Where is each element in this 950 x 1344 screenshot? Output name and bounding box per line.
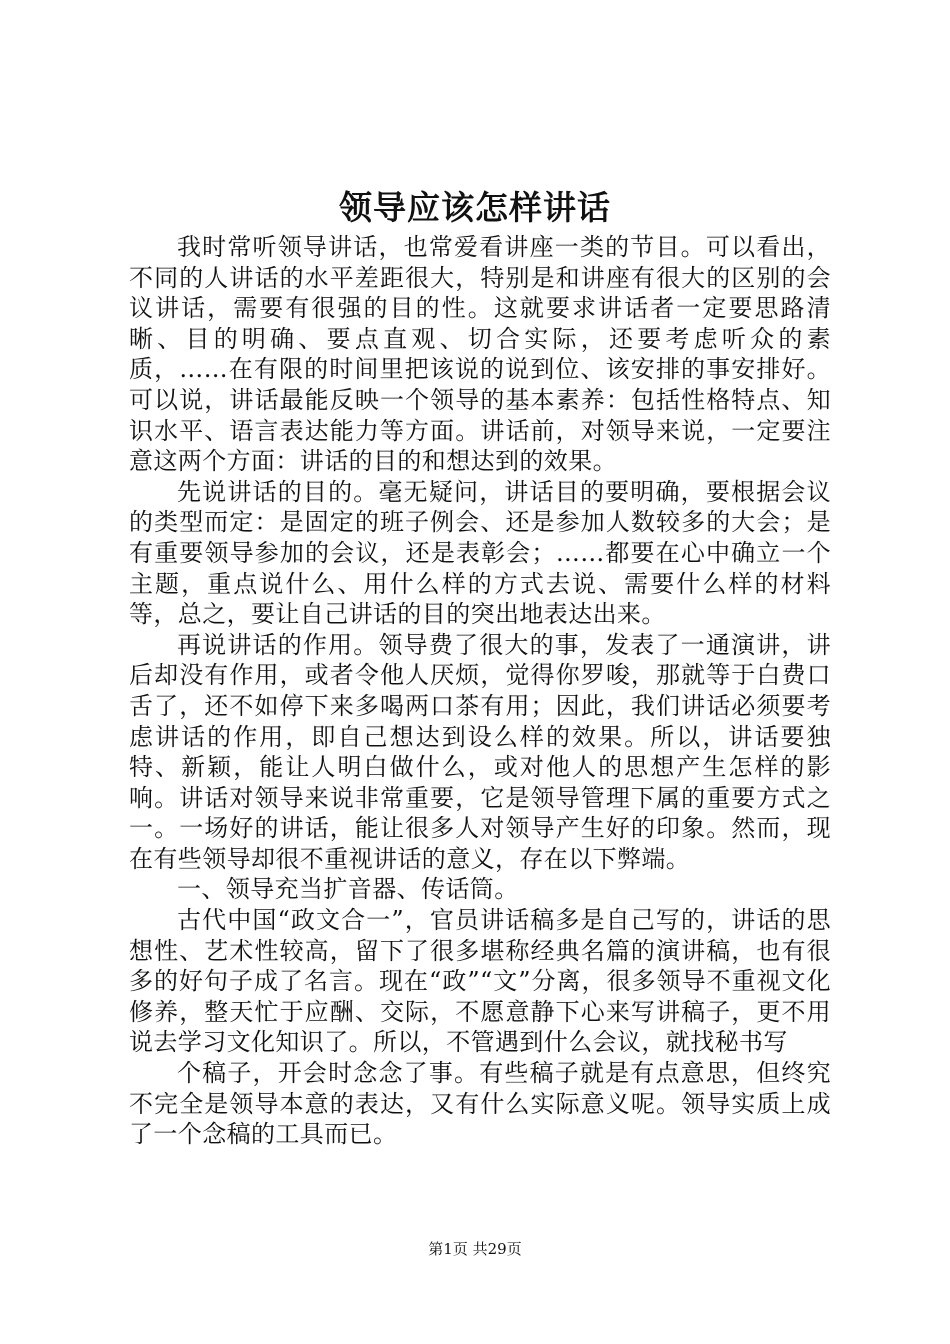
paragraph: 个稿子，开会时念念了事。有些稿子就是有点意思，但终究不完全是领导本意的表达，又有什么实际意义呢。领导实质上成了一个念稿的工具而已。 [129,1059,831,1149]
paragraph: 古代中国“政文合一”，官员讲话稿多是自己写的，讲话的思想性、艺术性较高，留下了很多堪称经典名篇的演讲稿，也有很多的好句子成了名言。现在“政”“文”分离，很多领导不重视文化修养，整天忙于应酬、交际，不愿意静下心来写讲稿子，更不用说去学习文化知识了。所以，不管遇到什么会议，就找秘书写 [129,906,831,1057]
paragraph: 我时常听领导讲话，也常爱看讲座一类的节目。可以看出，不同的人讲话的水平差距很大，特别是和讲座有很大的区别的会议讲话，需要有很强的目的性。这就要求讲话者一定要思路清晰、目的明确、要点直观、切合实际，还要考虑听众的素质，……在有限的时间里把该说的说到位、该安排的事安排好。可以说，讲话最能反映一个领导的基本素养：包括性格特点、知识水平、语言表达能力等方面。讲话前，对领导来说，一定要注意这两个方面：讲话的目的和想达到的效果。 [129,233,831,476]
paragraph: 先说讲话的目的。毫无疑问，讲话目的要明确，要根据会议的类型而定：是固定的班子例会、还是参加人数较多的大会；是有重要领导参加的会议，还是表彰会；……都要在心中确立一个主题，重点说什么、用什么样的方式去说、需要什么样的材料等，总之，要让自己讲话的目的突出地表达出来。 [129,477,831,629]
section-heading: 一、领导充当扩音器、传话筒。 [177,875,519,904]
document-body [129,232,831,1150]
document-title: 领导应该怎样讲话 [339,188,611,227]
page-footer: 第1页 共29页 [428,1240,522,1258]
paragraph: 再说讲话的作用。领导费了很大的事，发表了一通演讲，讲后却没有作用，或者令他人厌烦，觉得你罗唆，那就等于白费口舌了，还不如停下来多喝两口茶有用；因此，我们讲话必须要考虑讲话的作用，即自己想达到设么样的效果。所以，讲话要独特、新颖，能让人明白做什么，或对他人的思想产生怎样的影响。讲话对领导来说非常重要，它是领导管理下属的重要方式之一。一场好的讲话，能让很多人对领导产生好的印象。然而，现在有些领导却很不重视讲话的意义，存在以下弊端。 [129,630,831,873]
